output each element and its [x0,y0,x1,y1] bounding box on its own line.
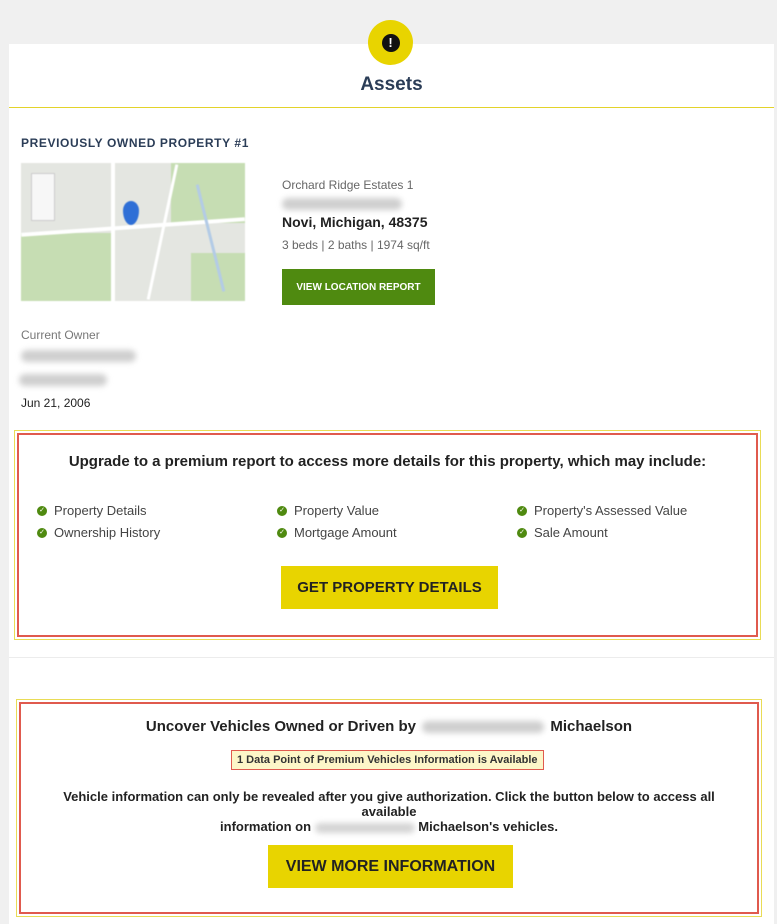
vehicles-text-line1: Vehicle information can only be revealed after you give authorization. Click the button below to access all available [63,789,715,819]
redacted-name [422,721,544,733]
section-title: Assets [360,74,423,95]
property-subdivision: Orchard Ridge Estates 1 [282,178,414,192]
vehicles-title [21,718,757,735]
feature-label: Ownership History [54,525,161,540]
map-zoom-control[interactable] [31,173,55,221]
vehicles-description [51,789,727,834]
feature-item [517,503,737,518]
upgrade-panel [17,433,758,637]
property-city: Novi, Michigan, 48375 [282,214,428,230]
redacted-street-address [282,198,402,210]
vehicles-panel [19,702,759,914]
exclamation-icon: ! [382,34,400,52]
vehicles-title-prefix: Uncover Vehicles Owned or Driven by [145,718,417,735]
location-pin-icon [123,201,139,225]
vehicles-title-suffix: Michaelson [550,718,633,735]
section-divider [9,657,774,658]
view-location-report-button[interactable]: VIEW LOCATION REPORT [282,269,435,305]
feature-item [277,525,517,540]
check-icon: ✓ [37,506,47,516]
feature-item [277,503,517,518]
feature-label: Property Details [54,503,147,518]
owner-date: Jun 21, 2006 [21,396,91,410]
check-icon: ✓ [517,506,527,516]
property-heading: PREVIOUSLY OWNED PROPERTY #1 [21,136,249,150]
feature-label: Property Value [294,503,380,518]
assets-card [9,44,774,924]
upgrade-title: Upgrade to a premium report to access more details for this property, which may include: [68,453,707,470]
vehicles-text-line2-suffix: Michaelson's vehicles. [418,819,558,834]
redacted-name [315,823,415,833]
feature-item [517,525,737,540]
property-details: 3 beds | 2 baths | 1974 sq/ft [282,238,430,252]
redacted-owner-detail [19,374,107,386]
view-more-information-button[interactable]: VIEW MORE INFORMATION [268,845,513,888]
vehicles-text-line2-prefix: information on [220,819,312,834]
redacted-owner-name [21,350,136,362]
current-owner-label: Current Owner [21,328,100,342]
premium-data-badge: 1 Data Point of Premium Vehicles Information is Available [231,750,544,770]
check-icon: ✓ [277,506,287,516]
property-map[interactable] [21,163,245,301]
get-property-details-button[interactable]: GET PROPERTY DETAILS [281,566,498,609]
check-icon: ✓ [277,528,287,538]
alert-badge [368,20,413,65]
feature-item [37,525,277,540]
check-icon: ✓ [37,528,47,538]
feature-label: Sale Amount [534,525,608,540]
feature-label: Mortgage Amount [294,525,397,540]
title-divider [9,107,774,108]
feature-item [37,503,277,518]
feature-list [37,503,737,540]
check-icon: ✓ [517,528,527,538]
feature-label: Property's Assessed Value [534,503,688,518]
